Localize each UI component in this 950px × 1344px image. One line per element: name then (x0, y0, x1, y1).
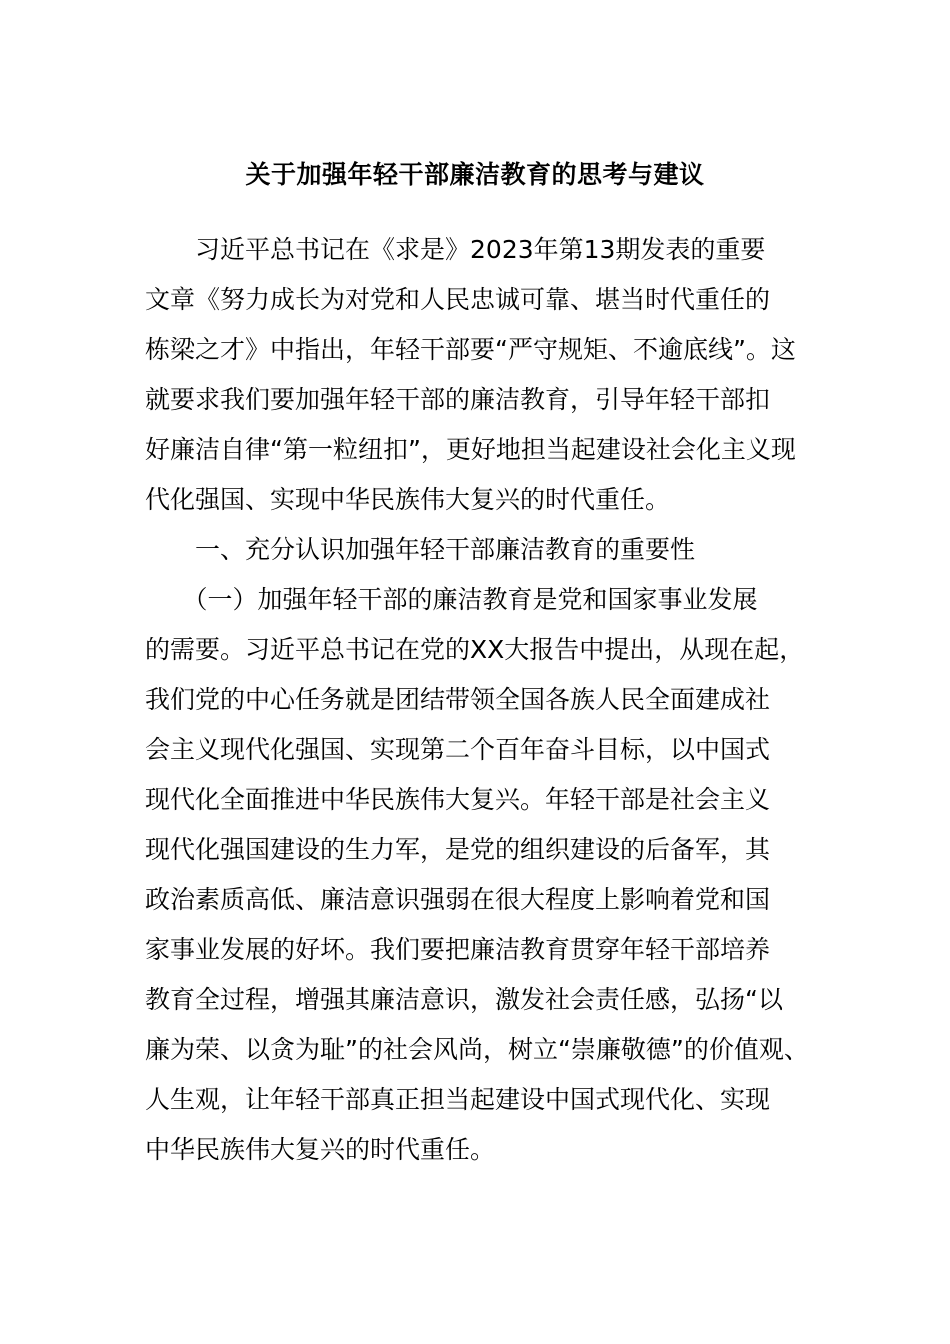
paragraph-line: 教育全过程，增强其廉洁意识，激发社会责任感，弘扬“以 (145, 985, 783, 1014)
paragraph-line: 的需要。习近平总书记在党的XX大报告中提出，从现在起， (145, 635, 805, 664)
paragraph-line: 人生观，让年轻干部真正担当起建设中国式现代化、实现 (145, 1085, 771, 1114)
paragraph-line: 现代化强国建设的生力军，是党的组织建设的后备军，其 (145, 835, 771, 864)
paragraph-line: 好廉洁自律“第一粒纽扣”，更好地担当起建设社会化主义现 (145, 435, 796, 464)
paragraph-line: 栋梁之才》中指出，年轻干部要“严守规矩、不逾底线”。这 (145, 335, 796, 364)
paragraph-line: 会主义现代化强国、实现第二个百年奋斗目标，以中国式 (145, 735, 771, 764)
paragraph-line: 就要求我们要加强年轻干部的廉洁教育，引导年轻干部扣 (145, 385, 771, 414)
paragraph-line: 习近平总书记在《求是》2023年第13期发表的重要 (145, 235, 766, 264)
paragraph-line: （一）加强年轻干部的廉洁教育是党和国家事业发展 (145, 585, 758, 614)
paragraph-line: 文章《努力成长为对党和人民忠诚可靠、堪当时代重任的 (145, 285, 771, 314)
paragraph-line: 代化强国、实现中华民族伟大复兴的时代重任。 (145, 485, 671, 514)
paragraph-line: 中华民族伟大复兴的时代重任。 (145, 1135, 496, 1164)
paragraph-line: 现代化全面推进中华民族伟大复兴。年轻干部是社会主义 (145, 785, 771, 814)
paragraph-line: 政治素质高低、廉洁意识强弱在很大程度上影响着党和国 (145, 885, 771, 914)
paragraph-line: 廉为荣、以贪为耻”的社会风尚，树立“崇廉敬德”的价值观、 (145, 1035, 809, 1064)
paragraph-line: 家事业发展的好坏。我们要把廉洁教育贯穿年轻干部培养 (145, 935, 771, 964)
paragraph-line: 我们党的中心任务就是团结带领全国各族人民全面建成社 (145, 685, 771, 714)
section-heading: 一、充分认识加强年轻干部廉洁教育的重要性 (145, 535, 696, 564)
document-title: 关于加强年轻干部廉洁教育的思考与建议 (245, 160, 705, 189)
